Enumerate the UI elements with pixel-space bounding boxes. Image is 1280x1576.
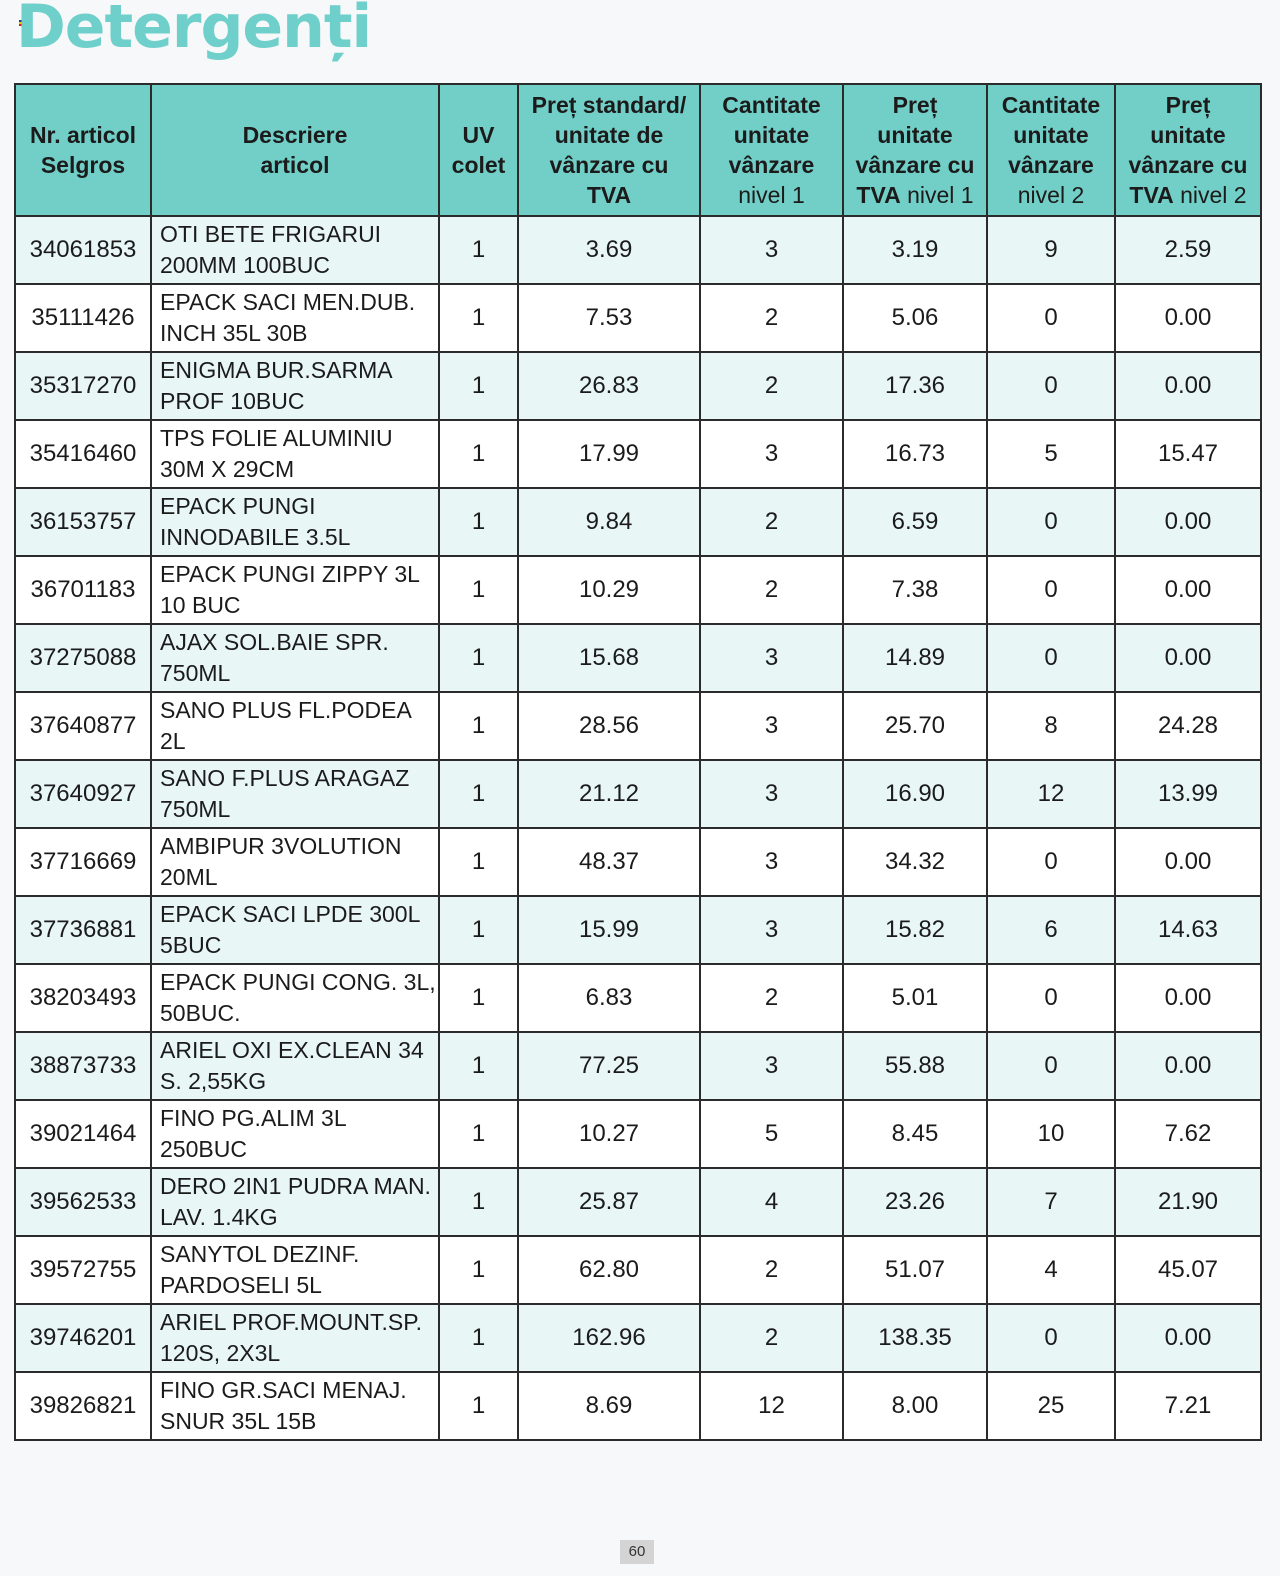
header-text: articol xyxy=(260,152,330,178)
description-line: 20ML xyxy=(160,864,218,890)
cell-uv-colet: 1 xyxy=(439,692,518,760)
table-row xyxy=(15,1032,1261,1100)
cell-cantitate-nivel-2: 0 xyxy=(987,352,1115,420)
description-line: SANO F.PLUS ARAGAZ xyxy=(160,765,410,791)
cell-pret-standard: 10.29 xyxy=(518,556,700,624)
cell-cantitate-nivel-2: 10 xyxy=(987,1100,1115,1168)
cell-nr-articol: 34061853 xyxy=(15,216,151,284)
header-text: TVA xyxy=(856,182,901,208)
cell-pret-nivel-2: 0.00 xyxy=(1115,828,1261,896)
cell-uv-colet: 1 xyxy=(439,1032,518,1100)
cell-cantitate-nivel-2: 0 xyxy=(987,488,1115,556)
cell-pret-standard: 62.80 xyxy=(518,1236,700,1304)
cell-descriere xyxy=(151,420,439,488)
cell-nr-articol: 38873733 xyxy=(15,1032,151,1100)
header-text: colet xyxy=(451,152,506,178)
description-line: AMBIPUR 3VOLUTION xyxy=(160,833,402,859)
cell-descriere xyxy=(151,896,439,964)
cell-pret-standard: 77.25 xyxy=(518,1032,700,1100)
cell-uv-colet: 1 xyxy=(439,488,518,556)
description-line: S. 2,55KG xyxy=(160,1068,267,1094)
table-row xyxy=(15,896,1261,964)
description-line: EPACK SACI MEN.DUB. xyxy=(160,289,416,315)
cell-pret-nivel-2: 0.00 xyxy=(1115,284,1261,352)
cell-pret-nivel-1: 25.70 xyxy=(843,692,987,760)
cell-descriere xyxy=(151,624,439,692)
cell-pret-nivel-1: 3.19 xyxy=(843,216,987,284)
cell-pret-nivel-1: 17.36 xyxy=(843,352,987,420)
cell-cantitate-nivel-1: 2 xyxy=(700,284,843,352)
cell-pret-nivel-1: 14.89 xyxy=(843,624,987,692)
cell-cantitate-nivel-2: 0 xyxy=(987,828,1115,896)
cell-uv-colet: 1 xyxy=(439,216,518,284)
description-line: 120S, 2X3L xyxy=(160,1340,281,1366)
cell-pret-standard: 25.87 xyxy=(518,1168,700,1236)
cell-descriere xyxy=(151,556,439,624)
cell-nr-articol: 39826821 xyxy=(15,1372,151,1440)
cell-nr-articol: 36701183 xyxy=(15,556,151,624)
cell-pret-nivel-2: 7.21 xyxy=(1115,1372,1261,1440)
cell-pret-nivel-1: 15.82 xyxy=(843,896,987,964)
header-text: unitate xyxy=(1150,122,1226,148)
cell-uv-colet: 1 xyxy=(439,964,518,1032)
cell-pret-nivel-2: 7.62 xyxy=(1115,1100,1261,1168)
cell-cantitate-nivel-2: 7 xyxy=(987,1168,1115,1236)
header-text: vânzare xyxy=(728,152,815,178)
table-row xyxy=(15,216,1261,284)
cell-cantitate-nivel-2: 5 xyxy=(987,420,1115,488)
cell-nr-articol: 37275088 xyxy=(15,624,151,692)
cell-nr-articol: 39562533 xyxy=(15,1168,151,1236)
page-number: 60 xyxy=(620,1540,654,1564)
description-line: 2L xyxy=(160,728,186,754)
cell-pret-nivel-1: 6.59 xyxy=(843,488,987,556)
cell-pret-nivel-2: 0.00 xyxy=(1115,488,1261,556)
cell-cantitate-nivel-2: 12 xyxy=(987,760,1115,828)
header-text: vânzare cu xyxy=(855,152,975,178)
header-text: UV xyxy=(462,122,495,148)
cell-nr-articol: 37736881 xyxy=(15,896,151,964)
page-title: Detergenți xyxy=(16,0,372,62)
table-row xyxy=(15,1100,1261,1168)
header-text: TVA xyxy=(1129,182,1174,208)
description-line: 750ML xyxy=(160,796,231,822)
cell-uv-colet: 1 xyxy=(439,420,518,488)
cell-cantitate-nivel-1: 3 xyxy=(700,420,843,488)
cell-descriere xyxy=(151,488,439,556)
header-pret-nivel-2 xyxy=(1115,84,1261,216)
cell-pret-standard: 10.27 xyxy=(518,1100,700,1168)
header-text: nivel 2 xyxy=(1017,182,1085,208)
cell-cantitate-nivel-1: 2 xyxy=(700,1236,843,1304)
cell-uv-colet: 1 xyxy=(439,760,518,828)
header-pret-standard xyxy=(518,84,700,216)
cell-cantitate-nivel-2: 0 xyxy=(987,556,1115,624)
cell-cantitate-nivel-1: 2 xyxy=(700,1304,843,1372)
cell-cantitate-nivel-2: 0 xyxy=(987,1304,1115,1372)
cell-cantitate-nivel-1: 3 xyxy=(700,1032,843,1100)
cell-pret-nivel-2: 0.00 xyxy=(1115,352,1261,420)
description-line: 10 BUC xyxy=(160,592,241,618)
cell-uv-colet: 1 xyxy=(439,1168,518,1236)
cell-cantitate-nivel-2: 4 xyxy=(987,1236,1115,1304)
cell-cantitate-nivel-1: 3 xyxy=(700,624,843,692)
description-line: INCH 35L 30B xyxy=(160,320,308,346)
cell-pret-standard: 15.99 xyxy=(518,896,700,964)
header-uv-colet xyxy=(439,84,518,216)
cell-descriere xyxy=(151,284,439,352)
cell-cantitate-nivel-1: 3 xyxy=(700,216,843,284)
cell-uv-colet: 1 xyxy=(439,1304,518,1372)
table-row xyxy=(15,488,1261,556)
cell-nr-articol: 39021464 xyxy=(15,1100,151,1168)
header-text: Cantitate xyxy=(1001,92,1101,118)
description-line: ARIEL PROF.MOUNT.SP. xyxy=(160,1309,423,1335)
cell-pret-nivel-1: 8.00 xyxy=(843,1372,987,1440)
cell-pret-standard: 17.99 xyxy=(518,420,700,488)
cell-cantitate-nivel-1: 2 xyxy=(700,352,843,420)
cell-pret-standard: 162.96 xyxy=(518,1304,700,1372)
cell-cantitate-nivel-2: 6 xyxy=(987,896,1115,964)
table-row xyxy=(15,1168,1261,1236)
cell-descriere xyxy=(151,1032,439,1100)
cell-descriere xyxy=(151,1304,439,1372)
table-row xyxy=(15,624,1261,692)
cell-pret-nivel-1: 5.01 xyxy=(843,964,987,1032)
header-text: vânzare cu xyxy=(1128,152,1248,178)
cell-nr-articol: 39746201 xyxy=(15,1304,151,1372)
cell-pret-standard: 3.69 xyxy=(518,216,700,284)
cell-descriere xyxy=(151,352,439,420)
cell-pret-nivel-2: 0.00 xyxy=(1115,964,1261,1032)
description-line: PROF 10BUC xyxy=(160,388,305,414)
cell-cantitate-nivel-1: 12 xyxy=(700,1372,843,1440)
description-line: AJAX SOL.BAIE SPR. xyxy=(160,629,389,655)
cell-cantitate-nivel-1: 5 xyxy=(700,1100,843,1168)
description-line: 250BUC xyxy=(160,1136,247,1162)
header-nr-articol xyxy=(15,84,151,216)
description-line: EPACK PUNGI ZIPPY 3L xyxy=(160,561,420,587)
header-text: Cantitate xyxy=(722,92,821,118)
description-line: EPACK PUNGI xyxy=(160,493,316,519)
cell-pret-nivel-1: 8.45 xyxy=(843,1100,987,1168)
cell-cantitate-nivel-2: 25 xyxy=(987,1372,1115,1440)
table-body xyxy=(15,216,1261,1440)
cell-uv-colet: 1 xyxy=(439,284,518,352)
header-text: nivel 1 xyxy=(900,182,974,208)
cell-nr-articol: 35317270 xyxy=(15,352,151,420)
cell-pret-nivel-1: 138.35 xyxy=(843,1304,987,1372)
cell-nr-articol: 35416460 xyxy=(15,420,151,488)
header-text: Nr. articol xyxy=(29,122,137,148)
cell-pret-nivel-2: 0.00 xyxy=(1115,1304,1261,1372)
cell-cantitate-nivel-2: 0 xyxy=(987,964,1115,1032)
cell-cantitate-nivel-1: 2 xyxy=(700,964,843,1032)
cell-pret-nivel-2: 13.99 xyxy=(1115,760,1261,828)
header-text: Descriere xyxy=(242,122,348,148)
header-text: vânzare cu xyxy=(549,152,669,178)
cell-pret-nivel-2: 0.00 xyxy=(1115,624,1261,692)
description-line: PARDOSELI 5L xyxy=(160,1272,322,1298)
header-pret-nivel-1 xyxy=(843,84,987,216)
description-line: TPS FOLIE ALUMINIU xyxy=(160,425,393,451)
cell-pret-nivel-1: 51.07 xyxy=(843,1236,987,1304)
description-line: ARIEL OXI EX.CLEAN 34 xyxy=(160,1037,424,1063)
header-descriere xyxy=(151,84,439,216)
cell-pret-nivel-1: 55.88 xyxy=(843,1032,987,1100)
cell-cantitate-nivel-2: 9 xyxy=(987,216,1115,284)
cell-nr-articol: 37640877 xyxy=(15,692,151,760)
table-row xyxy=(15,760,1261,828)
table-row xyxy=(15,556,1261,624)
header-text: Preț standard/ xyxy=(531,92,687,118)
cell-cantitate-nivel-1: 3 xyxy=(700,896,843,964)
description-line: SNUR 35L 15B xyxy=(160,1408,317,1434)
header-text: Preț xyxy=(892,92,938,118)
cell-pret-nivel-2: 14.63 xyxy=(1115,896,1261,964)
cell-nr-articol: 35111426 xyxy=(15,284,151,352)
header-text: unitate xyxy=(1013,122,1089,148)
cell-cantitate-nivel-1: 3 xyxy=(700,692,843,760)
header-text: vânzare xyxy=(1008,152,1094,178)
cell-descriere xyxy=(151,1372,439,1440)
table-row xyxy=(15,284,1261,352)
cell-descriere xyxy=(151,1100,439,1168)
table-row xyxy=(15,692,1261,760)
cell-uv-colet: 1 xyxy=(439,556,518,624)
cell-pret-standard: 6.83 xyxy=(518,964,700,1032)
cell-pret-nivel-2: 21.90 xyxy=(1115,1168,1261,1236)
header-text: nivel 2 xyxy=(1173,182,1247,208)
cell-pret-nivel-1: 16.90 xyxy=(843,760,987,828)
description-line: SANYTOL DEZINF. xyxy=(160,1241,360,1267)
cell-uv-colet: 1 xyxy=(439,1236,518,1304)
cell-uv-colet: 1 xyxy=(439,624,518,692)
table-row xyxy=(15,352,1261,420)
cell-uv-colet: 1 xyxy=(439,352,518,420)
table-row xyxy=(15,1236,1261,1304)
cell-pret-nivel-1: 7.38 xyxy=(843,556,987,624)
description-line: DERO 2IN1 PUDRA MAN. xyxy=(160,1173,431,1199)
cell-pret-standard: 7.53 xyxy=(518,284,700,352)
description-line: INNODABILE 3.5L xyxy=(160,524,351,550)
table-row xyxy=(15,828,1261,896)
table-header-row xyxy=(15,84,1261,216)
description-line: FINO GR.SACI MENAJ. xyxy=(160,1377,407,1403)
cell-cantitate-nivel-1: 4 xyxy=(700,1168,843,1236)
cell-cantitate-nivel-2: 0 xyxy=(987,1032,1115,1100)
header-cantitate-nivel-1 xyxy=(700,84,843,216)
cell-cantitate-nivel-1: 3 xyxy=(700,760,843,828)
cell-descriere xyxy=(151,1236,439,1304)
cell-pret-standard: 26.83 xyxy=(518,352,700,420)
cell-cantitate-nivel-2: 0 xyxy=(987,284,1115,352)
description-line: LAV. 1.4KG xyxy=(160,1204,278,1230)
cell-pret-standard: 21.12 xyxy=(518,760,700,828)
cell-uv-colet: 1 xyxy=(439,896,518,964)
cell-uv-colet: 1 xyxy=(439,1372,518,1440)
cell-pret-standard: 9.84 xyxy=(518,488,700,556)
table-row xyxy=(15,964,1261,1032)
description-line: 5BUC xyxy=(160,932,222,958)
description-line: 50BUC. xyxy=(160,1000,241,1026)
cell-pret-nivel-1: 34.32 xyxy=(843,828,987,896)
description-line: 30M X 29CM xyxy=(160,456,295,482)
table-row xyxy=(15,420,1261,488)
description-line: OTI BETE FRIGARUI xyxy=(160,221,382,247)
cell-uv-colet: 1 xyxy=(439,828,518,896)
header-text: TVA xyxy=(586,182,632,208)
cell-cantitate-nivel-2: 8 xyxy=(987,692,1115,760)
header-text: unitate de xyxy=(554,122,664,148)
cell-pret-nivel-2: 0.00 xyxy=(1115,556,1261,624)
cell-pret-nivel-2: 45.07 xyxy=(1115,1236,1261,1304)
table-row xyxy=(15,1304,1261,1372)
cell-descriere xyxy=(151,760,439,828)
header-text: Selgros xyxy=(40,152,126,178)
cell-pret-nivel-2: 0.00 xyxy=(1115,1032,1261,1100)
description-line: ENIGMA BUR.SARMA xyxy=(160,357,393,383)
cell-pret-standard: 48.37 xyxy=(518,828,700,896)
description-line: EPACK PUNGI CONG. 3L, xyxy=(160,969,436,995)
cell-pret-standard: 8.69 xyxy=(518,1372,700,1440)
cell-pret-nivel-1: 16.73 xyxy=(843,420,987,488)
cell-descriere xyxy=(151,964,439,1032)
cell-nr-articol: 36153757 xyxy=(15,488,151,556)
cell-cantitate-nivel-1: 2 xyxy=(700,556,843,624)
cell-nr-articol: 37640927 xyxy=(15,760,151,828)
cell-descriere xyxy=(151,692,439,760)
cell-descriere xyxy=(151,216,439,284)
description-line: FINO PG.ALIM 3L xyxy=(160,1105,347,1131)
cell-pret-nivel-1: 23.26 xyxy=(843,1168,987,1236)
cell-nr-articol: 38203493 xyxy=(15,964,151,1032)
cell-uv-colet: 1 xyxy=(439,1100,518,1168)
cell-cantitate-nivel-1: 3 xyxy=(700,828,843,896)
description-line: EPACK SACI LPDE 300L xyxy=(160,901,421,927)
header-text: Preț xyxy=(1165,92,1211,118)
cell-pret-nivel-1: 5.06 xyxy=(843,284,987,352)
description-line: 750ML xyxy=(160,660,231,686)
cell-cantitate-nivel-2: 0 xyxy=(987,624,1115,692)
cell-cantitate-nivel-1: 2 xyxy=(700,488,843,556)
header-cantitate-nivel-2 xyxy=(987,84,1115,216)
description-line: SANO PLUS FL.PODEA xyxy=(160,697,412,723)
header-text: nivel 1 xyxy=(738,182,805,208)
description-line: 200MM 100BUC xyxy=(160,252,331,278)
cell-descriere xyxy=(151,828,439,896)
header-text: unitate xyxy=(733,122,810,148)
price-table xyxy=(14,83,1262,1441)
header-text: unitate xyxy=(877,122,953,148)
cell-pret-standard: 15.68 xyxy=(518,624,700,692)
cell-descriere xyxy=(151,1168,439,1236)
table-row xyxy=(15,1372,1261,1440)
cell-pret-nivel-2: 2.59 xyxy=(1115,216,1261,284)
cell-pret-nivel-2: 15.47 xyxy=(1115,420,1261,488)
cell-nr-articol: 39572755 xyxy=(15,1236,151,1304)
cell-nr-articol: 37716669 xyxy=(15,828,151,896)
cell-pret-nivel-2: 24.28 xyxy=(1115,692,1261,760)
cell-pret-standard: 28.56 xyxy=(518,692,700,760)
